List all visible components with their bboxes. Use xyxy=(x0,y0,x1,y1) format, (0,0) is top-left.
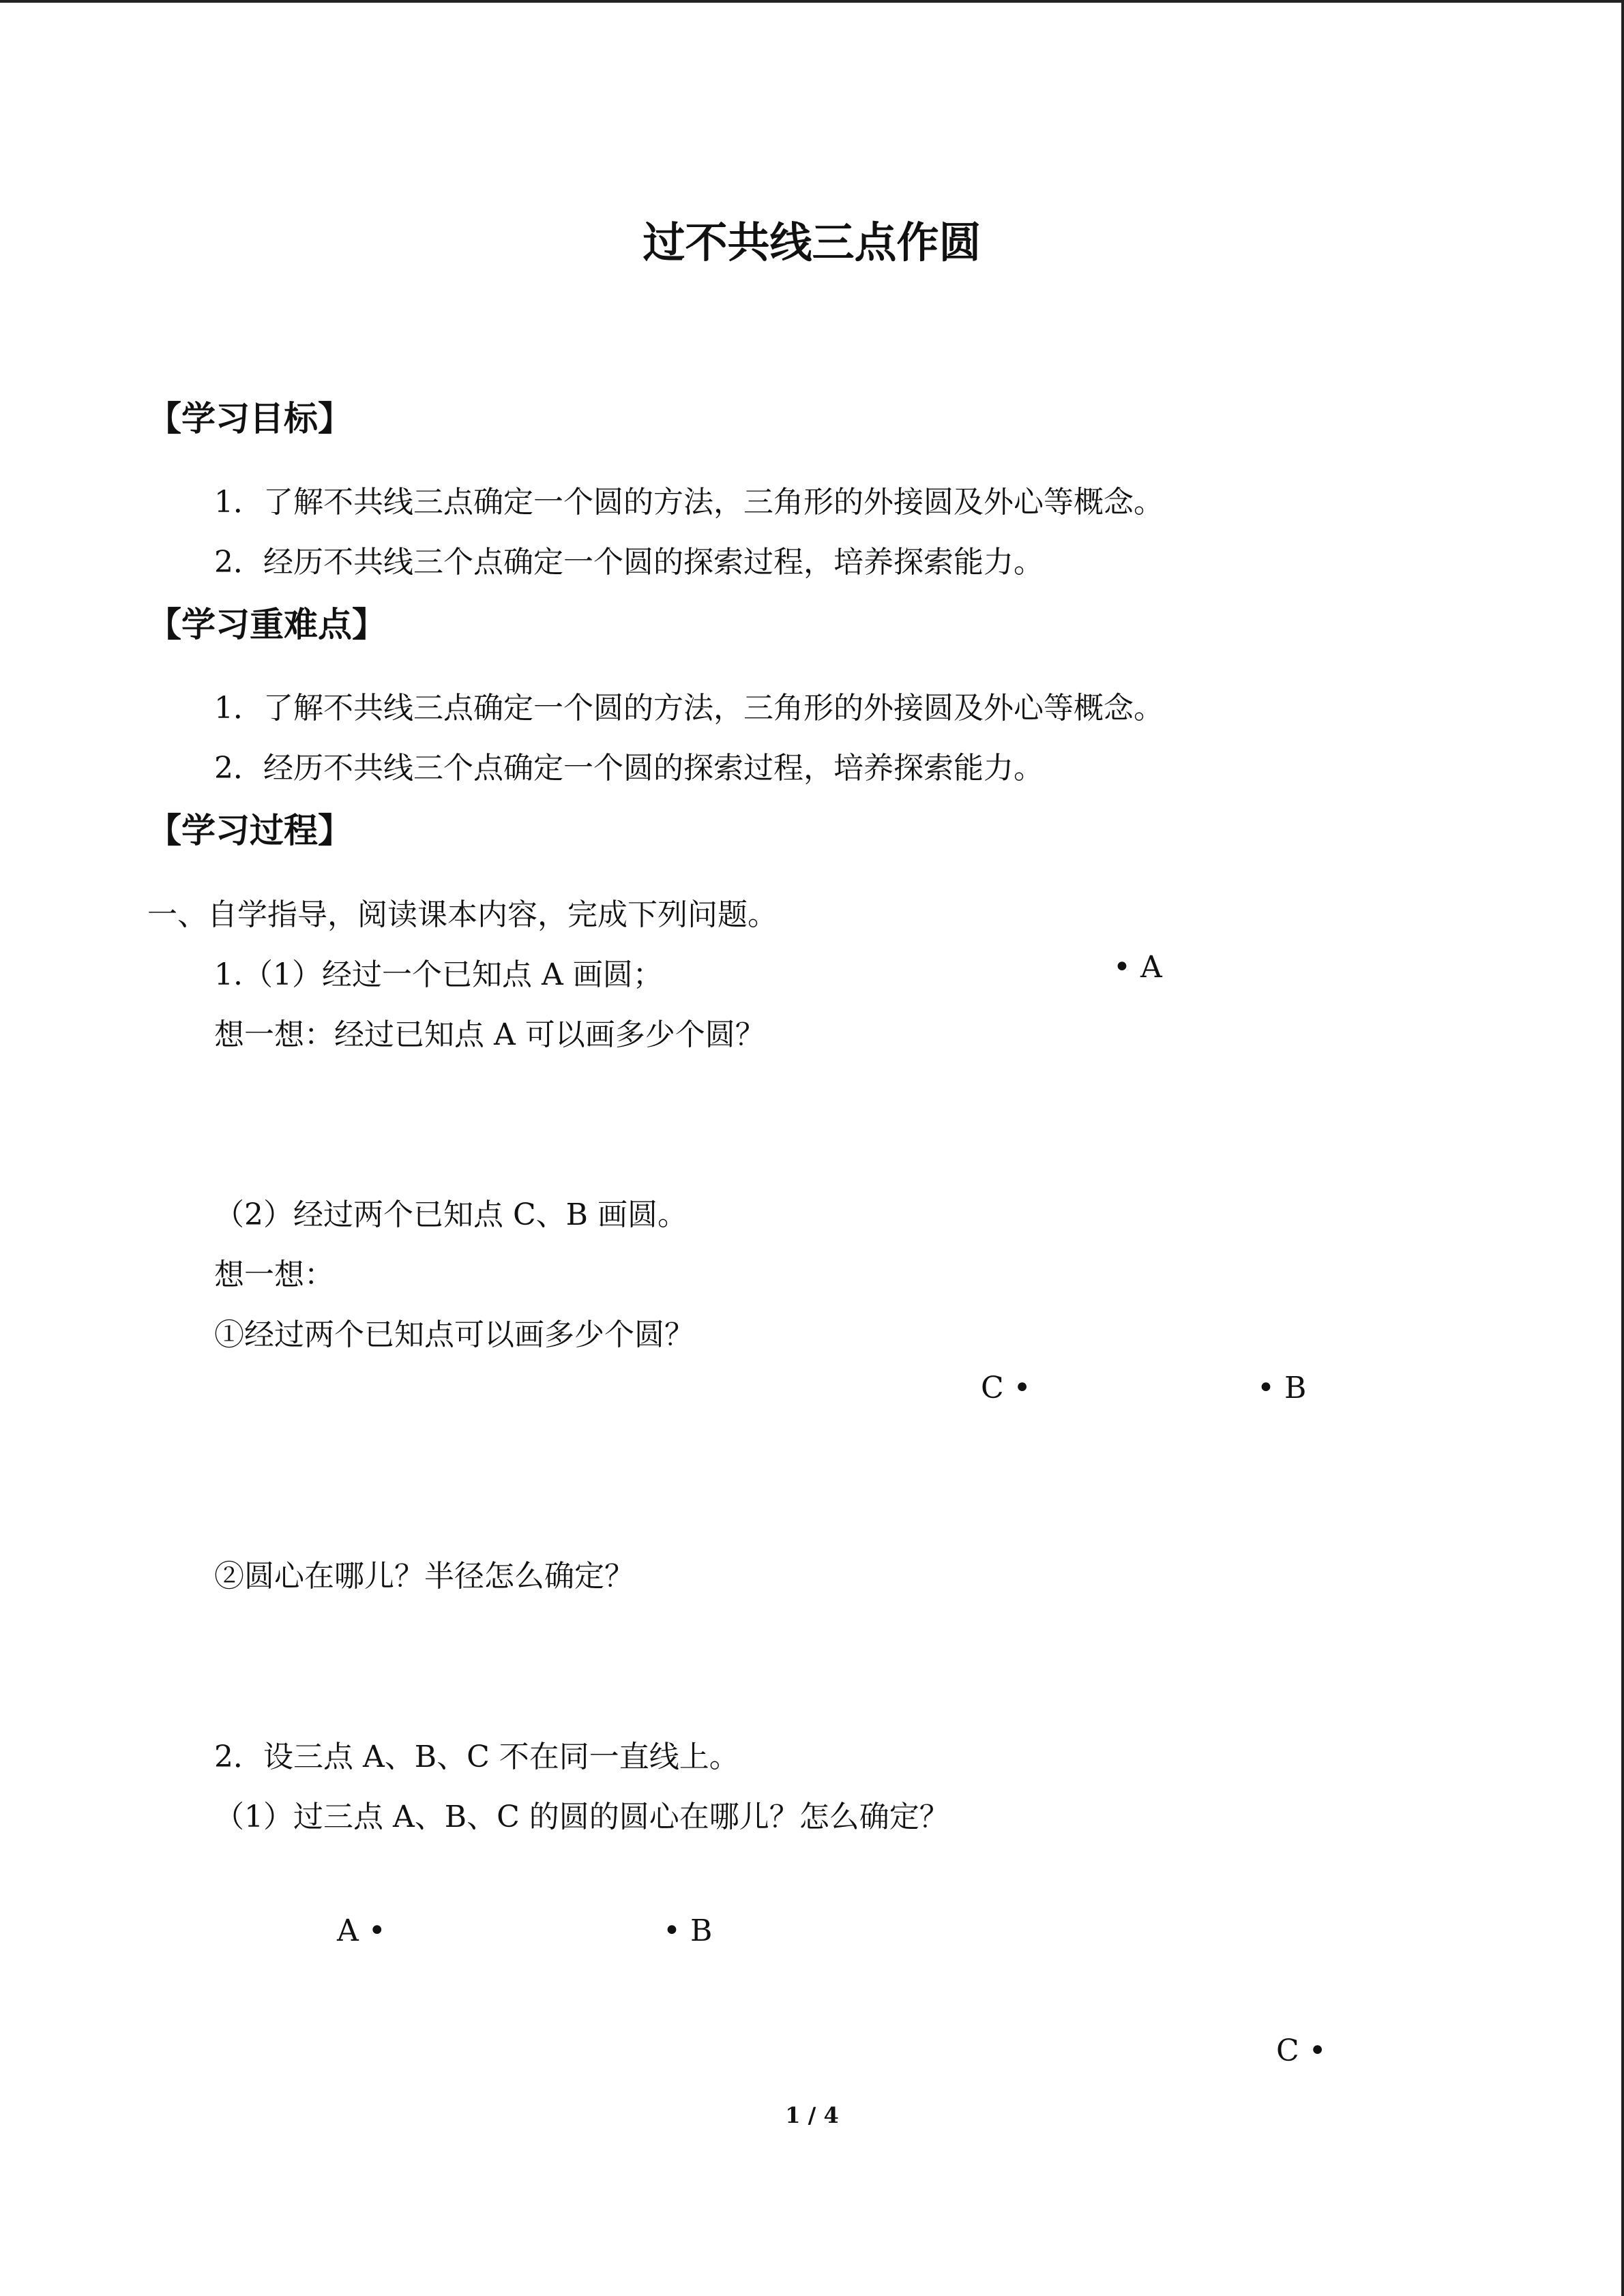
point-c-fig2: C • xyxy=(981,1371,1031,1405)
question-1-2-b: ②圆心在哪儿？半径怎么确定？ xyxy=(214,1559,634,1594)
process-intro: 一、自学指导，阅读课本内容，完成下列问题。 xyxy=(147,897,778,932)
key-point-item-2: 2．经历不共线三个点确定一个圆的探索过程，培养探索能力。 xyxy=(214,751,1044,786)
key-point-item-1: 1．了解不共线三点确定一个圆的方法，三角形的外接圆及外心等概念。 xyxy=(214,691,1164,726)
goal-item-1: 1．了解不共线三点确定一个圆的方法，三角形的外接圆及外心等概念。 xyxy=(214,485,1164,520)
page-border-top xyxy=(0,0,1624,3)
page-number: 1 / 4 xyxy=(785,2102,839,2128)
question-2-1: （1）过三点 A、B、C 的圆的圆心在哪儿？怎么确定？ xyxy=(214,1800,949,1834)
question-1-1-think: 想一想：经过已知点 A 可以画多少个圆？ xyxy=(214,1017,765,1052)
question-2: 2．设三点 A、B、C 不在同一直线上。 xyxy=(214,1740,739,1774)
goal-item-2: 2．经历不共线三个点确定一个圆的探索过程，培养探索能力。 xyxy=(214,545,1044,580)
point-c-fig3: C • xyxy=(1276,2033,1327,2068)
heading-process: 【学习过程】 xyxy=(147,811,352,850)
point-b-fig3: • B xyxy=(663,1913,713,1948)
point-a-fig1: • A xyxy=(1113,950,1162,985)
question-1-2: （2）经过两个已知点 C、B 画圆。 xyxy=(214,1197,688,1232)
page-title: 过不共线三点作圆 xyxy=(643,218,981,267)
point-b-fig2: • B xyxy=(1257,1371,1307,1405)
question-1-1: 1.（1）经过一个已知点 A 画圆； xyxy=(214,957,663,992)
heading-goals: 【学习目标】 xyxy=(147,399,352,438)
question-1-2-think: 想一想： xyxy=(214,1257,334,1292)
heading-key-points: 【学习重难点】 xyxy=(147,605,386,644)
point-a-fig3: A • xyxy=(337,1913,386,1948)
question-1-2-a: ①经过两个已知点可以画多少个圆？ xyxy=(214,1317,694,1352)
page-border-right xyxy=(1621,0,1624,2296)
